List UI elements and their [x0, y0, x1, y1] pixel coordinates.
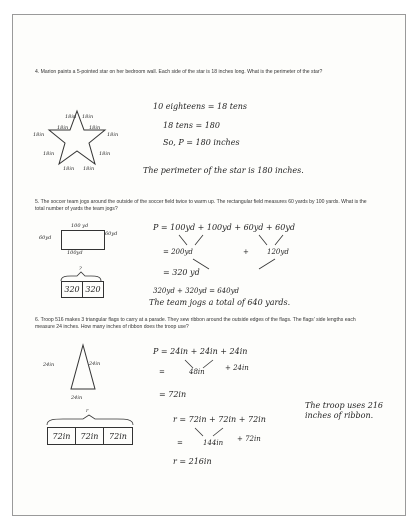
q6-tape-segment: 72in [75, 427, 104, 445]
q4-star-side-label: 18in [65, 114, 77, 120]
q5-tape-segment: 320 [61, 281, 83, 298]
q4-star-side-label: 18in [99, 151, 111, 157]
q5-answer: The team jogs a total of 640 yards. [149, 298, 291, 307]
q6-equation-5-part: + 72in [237, 435, 261, 443]
q6-tri-left-label: 24in [43, 362, 55, 368]
q4-star-side-label: 18in [107, 132, 119, 138]
q6-equation-6: r = 216in [173, 457, 212, 466]
q4-star-side-label: 18in [57, 125, 69, 131]
q5-equation-2-part: 120yd [267, 248, 289, 256]
q6-tape-unknown: r [86, 408, 89, 414]
q5-equation-4: 320yd + 320yd = 640yd [153, 287, 240, 295]
q4-star-side-label: 18in [83, 166, 95, 172]
q4-star-side-label: 18in [82, 114, 94, 120]
q5-equation-1: P = 100yd + 100yd + 60yd + 60yd [153, 223, 295, 232]
q6-equation-2-part: + 24in [225, 364, 249, 372]
q4-star-side-label: 18in [63, 166, 75, 172]
q4-work-line-2: 18 tens = 180 [163, 121, 220, 130]
q6-equation-4: r = 72in + 72in + 72in [173, 415, 266, 424]
worksheet-page [12, 14, 406, 516]
q6-tri-right-label: 24in [89, 361, 101, 367]
q6-tape-segment: 72in [47, 427, 76, 445]
q4-star-side-label: 18in [43, 151, 55, 157]
q5-rect-bottom-label: 100yd [67, 250, 83, 256]
q5-rect-top-label: 100 yd [71, 223, 89, 229]
q6-prompt: 6. Troop 516 makes 3 triangular flags to carry at a parade. They sew ribbon around the outside edges of the flags. The flags' side lengths each measure 24 inches. How many inches of ribbon does the troop use? [35, 317, 356, 330]
q6-equation-2-equals: = [159, 368, 165, 376]
q4-star-side-label: 18in [33, 132, 45, 138]
q5-prompt: 5. The soccer team jogs around the outside of the soccer field twice to warm up. The rectangular field measures 60 yards by 100 yards. What is the total number of yards the team jogs? [35, 199, 367, 212]
q5-rect-right-label: 60yd [105, 231, 118, 237]
q5-tape-segment: 320 [82, 281, 104, 298]
q4-work-line-1: 10 eighteens = 18 tens [153, 102, 247, 111]
q6-equation-5-part: 144in [203, 439, 224, 447]
q6-tri-bottom-label: 24in [71, 395, 83, 401]
q6-equation-2-part: 48in [189, 368, 205, 376]
q5-rect-left-label: 60yd [39, 235, 52, 241]
q6-equation-5-equals: = [177, 439, 183, 447]
q5-equation-2-part: = 200yd [163, 248, 193, 256]
q6-tape-segment: 72in [103, 427, 133, 445]
q6-equation-1: P = 24in + 24in + 24in [153, 347, 248, 356]
q5-equation-2-plus: + [243, 248, 249, 256]
q4-star-side-label: 18in [89, 125, 101, 131]
q5-tape-unknown: ? [79, 266, 82, 272]
q6-equation-3: = 72in [159, 390, 187, 399]
q4-work-line-3: So, P = 180 inches [163, 138, 240, 147]
q4-prompt: 4. Marion paints a 5-pointed star on her bedroom wall. Each side of the star is 18 inches long. What is the perimeter of the star? [35, 69, 323, 75]
q6-answer: The troop uses 216 inches of ribbon. [305, 401, 384, 420]
q5-equation-3: = 320 yd [163, 268, 200, 277]
q4-answer: The perimeter of the star is 180 inches. [143, 166, 304, 175]
